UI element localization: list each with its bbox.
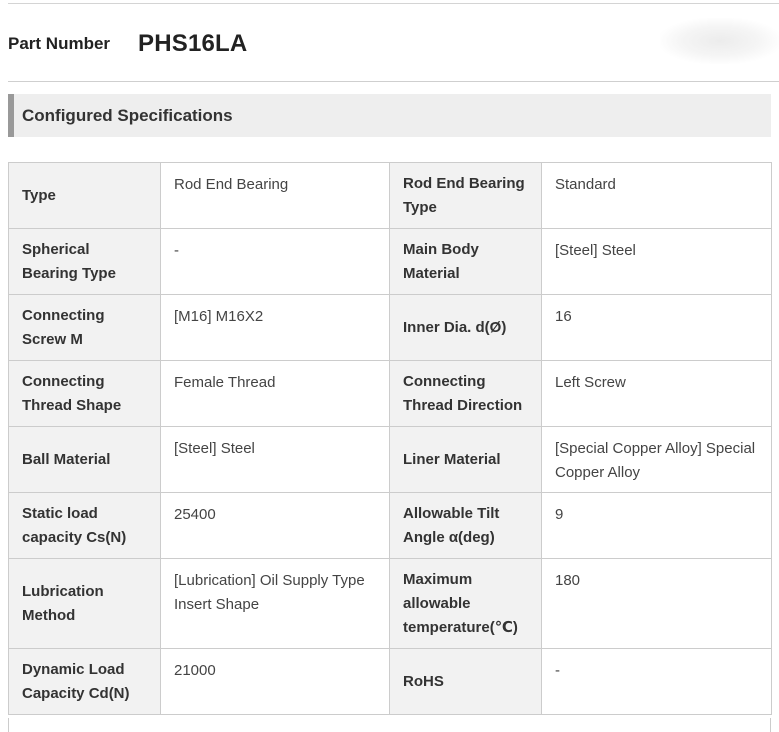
spec-label: Spherical Bearing Type	[9, 229, 161, 295]
spec-label: Rod End Bearing Type	[390, 163, 542, 229]
spec-row	[9, 361, 772, 427]
spec-table	[8, 162, 772, 715]
spec-value: [Special Copper Alloy] Special Copper Alloy	[542, 427, 772, 493]
spec-label: RoHS	[390, 649, 542, 715]
spec-value: 21000	[161, 649, 390, 715]
spec-value: -	[542, 649, 772, 715]
top-divider	[8, 3, 779, 4]
spec-label: Lubrication Method	[9, 559, 161, 649]
spec-value: Female Thread	[161, 361, 390, 427]
spec-value: Standard	[542, 163, 772, 229]
spec-value: 180	[542, 559, 772, 649]
spec-label: Connecting Thread Shape	[9, 361, 161, 427]
spec-value: [Steel] Steel	[542, 229, 772, 295]
spec-label: Type	[9, 163, 161, 229]
spec-value: Left Screw	[542, 361, 772, 427]
spec-value: 9	[542, 493, 772, 559]
spec-row	[9, 427, 772, 493]
spec-label: Ball Material	[9, 427, 161, 493]
section-title: Configured Specifications	[22, 105, 233, 125]
spec-value: -	[161, 229, 390, 295]
part-number-row	[8, 24, 247, 64]
spec-label: Connecting Screw M	[9, 295, 161, 361]
spec-label: Allowable Tilt Angle α(deg)	[390, 493, 542, 559]
spec-value: [M16] M16X2	[161, 295, 390, 361]
spec-value: 25400	[161, 493, 390, 559]
spec-row	[9, 163, 772, 229]
spec-row	[9, 295, 772, 361]
part-number-label: Part Number	[8, 34, 111, 53]
spec-value: Rod End Bearing	[161, 163, 390, 229]
spec-label: Static load capacity Cs(N)	[9, 493, 161, 559]
spec-row	[9, 559, 772, 649]
spec-value: 16	[542, 295, 772, 361]
spec-value: [Lubrication] Oil Supply Type Insert Shape	[161, 559, 390, 649]
spec-label: Connecting Thread Direction	[390, 361, 542, 427]
spec-value: [Steel] Steel	[161, 427, 390, 493]
spec-label: Dynamic Load Capacity Cd(N)	[9, 649, 161, 715]
table-continuation	[8, 718, 771, 732]
spec-row	[9, 493, 772, 559]
blurred-area	[660, 18, 779, 64]
spec-label: Liner Material	[390, 427, 542, 493]
section-header	[8, 94, 771, 137]
part-number-value: PHS16LA	[138, 30, 248, 57]
spec-label: Main Body Material	[390, 229, 542, 295]
spec-label: Maximum allowable temperature(℃)	[390, 559, 542, 649]
spec-label: Inner Dia. d(Ø)	[390, 295, 542, 361]
spec-row	[9, 649, 772, 715]
header-divider	[8, 81, 779, 82]
spec-row	[9, 229, 772, 295]
